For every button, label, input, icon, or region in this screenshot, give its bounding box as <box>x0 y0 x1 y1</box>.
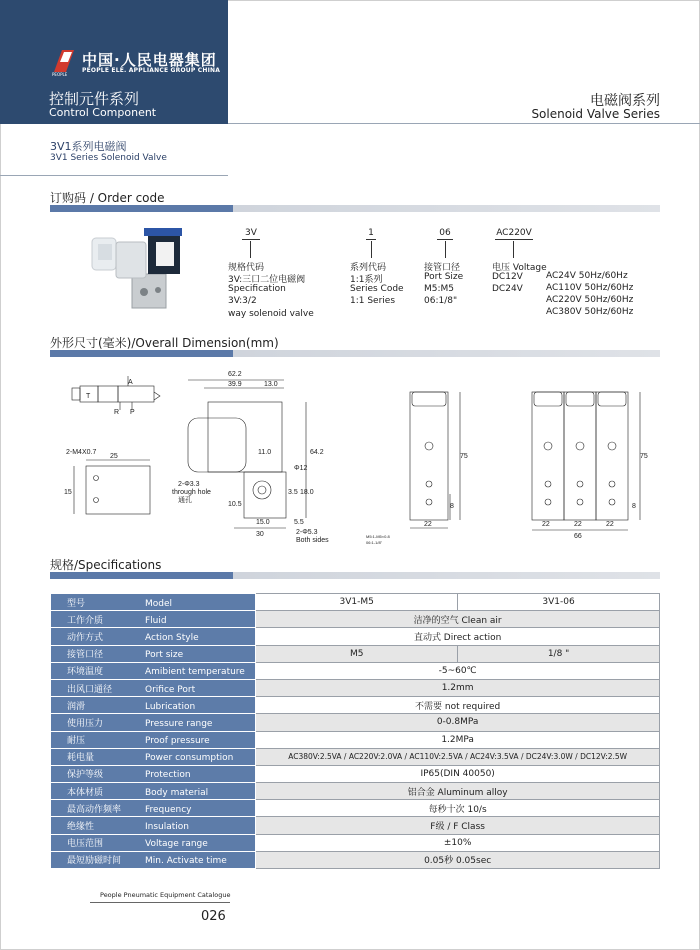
d642-label: 64.2 <box>310 449 324 456</box>
oc-col1-3: 3V:3/2 <box>228 296 257 306</box>
logo-cn: 中国·人民电器集团 <box>82 51 217 69</box>
spec-label-cn: 最高动作频率 <box>67 804 122 815</box>
spec-label-en: Body material <box>145 787 209 798</box>
product-series-cn: 电磁阀系列 <box>590 93 660 109</box>
spec-label-en: Voltage range <box>145 839 208 850</box>
base-plate-view <box>64 449 150 514</box>
spec-value: 0.05秒 0.05sec <box>256 851 660 868</box>
hole53-label: 2-Φ5.3 <box>296 529 318 536</box>
spec-label-cn: 绝缘性 <box>67 822 95 833</box>
subtitle-cn: 3V1系列电磁阀 <box>50 140 127 153</box>
spec-label-en: Pressure range <box>145 718 213 729</box>
header-band <box>0 0 228 124</box>
d55-label: 5.5 <box>294 519 304 526</box>
dimension-drawing <box>48 362 668 545</box>
spec-label-en: Protection <box>145 770 191 781</box>
oc-col4-2: DC24V <box>492 284 523 294</box>
spec-label-cn: 耗电量 <box>67 753 95 764</box>
spec-label-en: Proof pressure <box>145 736 210 747</box>
spec-row <box>51 765 660 782</box>
d35-label: 3.5 <box>288 489 298 496</box>
logo-icon <box>52 48 76 74</box>
dimension-title: 外形尺寸(毫米)/Overall Dimension(mm) <box>50 336 279 350</box>
order-code-series: 1 <box>366 228 376 240</box>
spec-label-en: Orifice Port <box>145 684 196 695</box>
oc-col1-2: Specification <box>228 284 286 294</box>
spec-label <box>51 714 256 731</box>
spec-label-cn: 本体材质 <box>67 787 104 798</box>
d22-manifold-label-1: 22 <box>542 521 550 528</box>
spec-row <box>51 645 660 662</box>
hole33-label: 2-Φ3.3 <box>178 481 200 488</box>
d150-label: 15.0 <box>256 519 270 526</box>
d22-label: 22 <box>424 521 432 528</box>
d22-manifold-label-2: 22 <box>574 521 582 528</box>
d8-manifold-label: 8 <box>632 503 636 510</box>
oc-col3-0: 接管口径 <box>424 263 461 273</box>
spec-label-en: Power consumption <box>145 753 234 764</box>
spec-label-en: Port size <box>145 650 184 661</box>
d66-label: 66 <box>574 533 582 540</box>
oc-col3-3: 06:1/8" <box>424 296 458 306</box>
d399-label: 39.9 <box>228 381 242 388</box>
logo-small-text: PEOPLE <box>52 72 68 77</box>
d130-label: 13.0 <box>264 381 278 388</box>
spec-row <box>51 748 660 765</box>
d105-label: 10.5 <box>228 501 242 508</box>
code-leader <box>371 241 372 258</box>
spec-label-cn: 润滑 <box>67 701 86 712</box>
specs-bar <box>50 572 660 579</box>
spec-row <box>51 628 660 645</box>
spec-value: 1.2MPa <box>256 731 660 748</box>
spec-row <box>51 834 660 851</box>
valve-photo <box>92 228 192 312</box>
spec-label-cn: 动作方式 <box>67 632 104 643</box>
spec-label <box>51 594 256 611</box>
page-number: 026 <box>201 909 226 924</box>
spec-label <box>51 628 256 645</box>
spec-label <box>51 817 256 834</box>
d622-label: 62.2 <box>228 371 242 378</box>
side-view <box>172 371 329 544</box>
spec-label <box>51 611 256 628</box>
spec-label-en: Min. Activate time <box>145 856 227 867</box>
subtitle-en: 3V1 Series Solenoid Valve <box>50 153 167 163</box>
spec-row <box>51 714 660 731</box>
spec-value: 不需要 not required <box>256 697 660 714</box>
spec-label-en: Fluid <box>145 615 167 626</box>
spec-value: 铝合金 Aluminum alloy <box>256 783 660 800</box>
header-divider <box>228 123 700 124</box>
port-p-label: P <box>130 409 135 416</box>
m5-note-1: M5:1-M5×0.8 <box>366 534 390 539</box>
spec-label-cn: 使用压力 <box>67 718 104 729</box>
spec-row <box>51 783 660 800</box>
d22-manifold-label-3: 22 <box>606 521 614 528</box>
spec-value: 每秒十次 10/s <box>256 800 660 817</box>
code-leader <box>250 241 251 258</box>
port-t-label: T <box>86 393 91 400</box>
spec-row <box>51 594 660 611</box>
spec-label-cn: 电压范围 <box>67 839 104 850</box>
spec-label-cn: 工作介质 <box>67 615 104 626</box>
series-title-cn: 控制元件系列 <box>49 90 140 108</box>
spec-row <box>51 731 660 748</box>
product-series-en: Solenoid Valve Series <box>531 107 660 121</box>
spec-label-en: Action Style <box>145 632 199 643</box>
oc-col5-2: AC220V 50Hz/60Hz <box>546 295 634 305</box>
oc-col1-1: 3V:三口二位电磁阀 <box>228 275 306 285</box>
spec-label <box>51 731 256 748</box>
spec-row <box>51 817 660 834</box>
through-label: through hole <box>172 489 211 496</box>
spec-label <box>51 645 256 662</box>
d25-label: 25 <box>110 453 118 460</box>
spec-label-en: Insulation <box>145 822 190 833</box>
spec-label-cn: 型号 <box>67 598 86 609</box>
oc-col5-1: AC110V 50Hz/60Hz <box>546 283 634 293</box>
spec-value: F级 / F Class <box>256 817 660 834</box>
spec-label-en: Model <box>145 598 173 609</box>
spec-label-cn: 环境温度 <box>67 667 104 678</box>
front-view <box>366 392 468 545</box>
oc-col4-1: DC12V <box>492 272 523 282</box>
d180-label: 18.0 <box>300 489 314 496</box>
spec-label <box>51 697 256 714</box>
spec-row <box>51 662 660 679</box>
oc-col2-2: Series Code <box>350 284 404 294</box>
manifold-view <box>532 392 648 540</box>
d12-label: Φ12 <box>294 465 308 472</box>
pneumatic-symbol <box>72 376 160 416</box>
m4-label: 2-M4X0.7 <box>66 449 97 456</box>
oc-col2-0: 系列代码 <box>350 263 387 273</box>
spec-label <box>51 834 256 851</box>
m5-note-2: 06:1-1/8" <box>366 540 383 545</box>
spec-label-en: Amibient temperature <box>145 667 245 678</box>
spec-label-en: Lubrication <box>145 701 196 712</box>
footer-catalogue: People Pneumatic Equipment Catalogue <box>100 891 231 899</box>
oc-col5-3: AC380V 50Hz/60Hz <box>546 307 634 317</box>
spec-value: 1/8 " <box>458 645 660 662</box>
order-code-bar <box>50 205 660 212</box>
spec-value: -5~60℃ <box>256 662 660 679</box>
port-a-label: A <box>128 379 133 386</box>
spec-label-cn: 最短励磁时间 <box>67 856 122 867</box>
spec-label <box>51 800 256 817</box>
tongkong-label: 通孔 <box>178 497 192 504</box>
dimension-bar <box>50 350 660 357</box>
d75-manifold-label: 75 <box>640 453 648 460</box>
order-code-title: 订购码 / Order code <box>50 191 165 205</box>
d8-label: 8 <box>450 503 454 510</box>
spec-label-cn: 保护等级 <box>67 770 104 781</box>
spec-label-cn: 耐压 <box>67 736 86 747</box>
spec-row <box>51 611 660 628</box>
spec-row <box>51 679 660 696</box>
subtitle-divider <box>0 175 228 176</box>
order-code-port: 06 <box>437 228 453 240</box>
spec-label <box>51 783 256 800</box>
oc-col3-1: Port Size <box>424 272 464 282</box>
spec-value: IP65(DIN 40050) <box>256 765 660 782</box>
oc-col5-0: AC24V 50Hz/60Hz <box>546 271 628 281</box>
spec-label-cn: 接管口径 <box>67 650 104 661</box>
d75-label: 75 <box>460 453 468 460</box>
footer-divider <box>90 902 230 903</box>
spec-value: 3V1-06 <box>458 594 660 611</box>
specs-title: 规格/Specifications <box>50 558 162 572</box>
order-code-voltage: AC220V <box>496 228 532 238</box>
spec-value: 3V1-M5 <box>256 594 458 611</box>
spec-value: 1.2mm <box>256 679 660 696</box>
logo-en: PEOPLE ELE. APPLIANCE GROUP CHINA <box>82 67 221 74</box>
spec-row <box>51 800 660 817</box>
series-title-en: Control Component <box>49 106 157 119</box>
oc-col2-3: 1:1 Series <box>350 296 396 306</box>
spec-label <box>51 748 256 765</box>
order-code-3v: 3V <box>242 228 260 240</box>
code-leader <box>513 241 514 258</box>
oc-col2-1: 1:1系列 <box>350 275 383 285</box>
spec-label <box>51 851 256 868</box>
spec-value: AC380V:2.5VA / AC220V:2.0VA / AC110V:2.5VA / AC24V:3.5VA / DC24V:3.0W / DC12V:2.5W <box>256 748 660 765</box>
spec-label <box>51 679 256 696</box>
spec-label-cn: 出风口通径 <box>67 684 113 695</box>
spec-table <box>50 593 660 869</box>
d30-label: 30 <box>256 531 264 538</box>
spec-row <box>51 697 660 714</box>
spec-value: M5 <box>256 645 458 662</box>
both-label: Both sides <box>296 537 329 544</box>
spec-value: 洁净的空气 Clean air <box>256 611 660 628</box>
oc-col3-2: M5:M5 <box>424 284 455 294</box>
oc-col4-0: 电压 Voltage <box>492 263 547 273</box>
spec-label-en: Frequency <box>145 804 192 815</box>
d110-label: 11.0 <box>258 449 272 456</box>
spec-row <box>51 851 660 868</box>
d15-label: 15 <box>64 489 72 496</box>
spec-label <box>51 662 256 679</box>
oc-col1-0: 规格代码 <box>228 263 265 273</box>
port-r-label: R <box>114 409 120 416</box>
spec-value: ±10% <box>256 834 660 851</box>
spec-label <box>51 765 256 782</box>
spec-value: 直动式 Direct action <box>256 628 660 645</box>
oc-col1-4: way solenoid valve <box>228 309 314 319</box>
code-leader <box>445 241 446 258</box>
spec-value: 0-0.8MPa <box>256 714 660 731</box>
